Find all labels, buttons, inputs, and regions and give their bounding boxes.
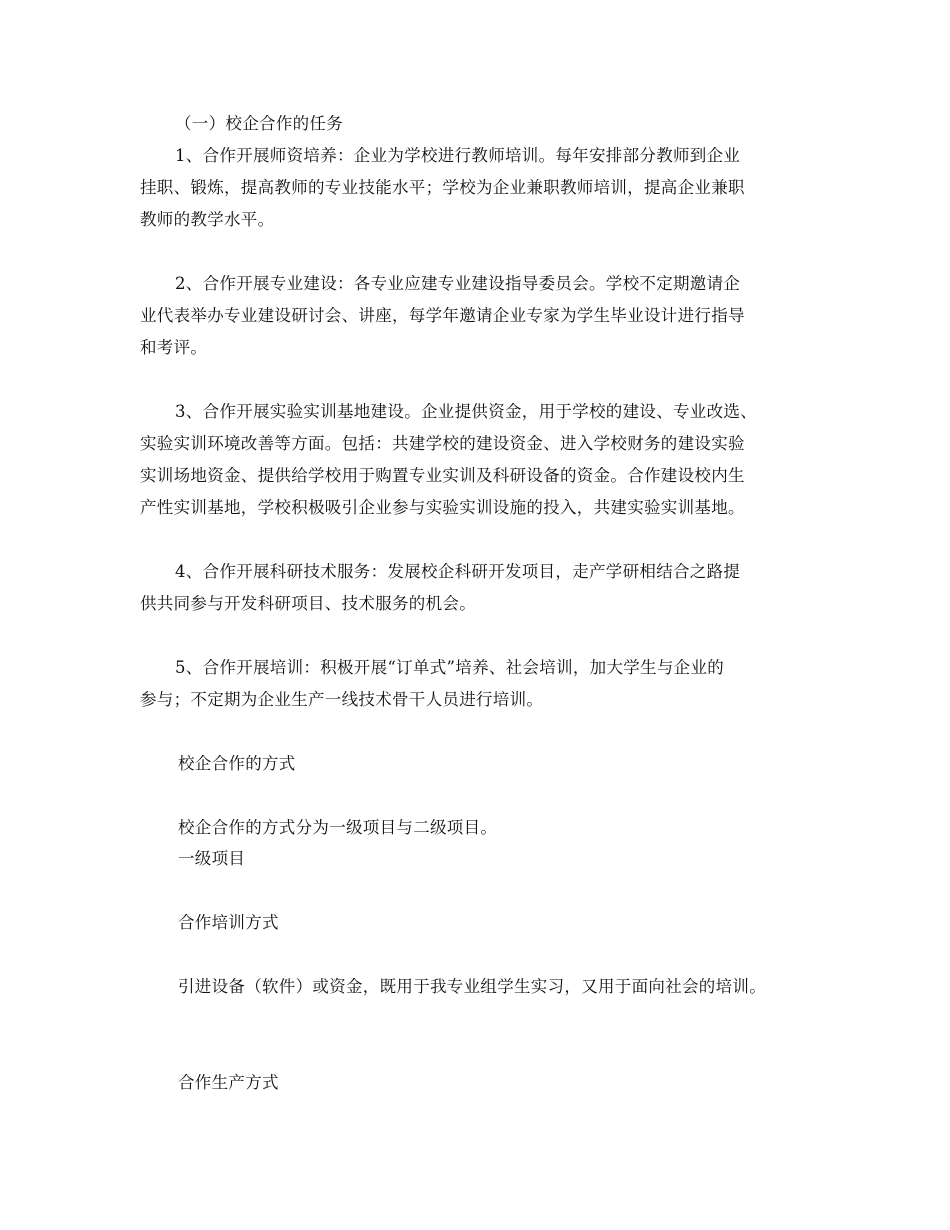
section-title: （一）校企合作的任务: [175, 114, 343, 133]
methods-heading: 校企合作的方式: [178, 754, 296, 773]
training-heading: 合作培训方式: [178, 913, 279, 932]
item-4-line-2: 供共同参与开发科研项目、技术服务的机会。: [140, 594, 476, 613]
item-5-line-2: 参与；不定期为企业生产一线技术骨干人员进行培训。: [140, 690, 544, 709]
training-text: 引进设备（软件）或资金，既用于我专业组学生实习，又用于面向社会的培训。: [178, 977, 766, 996]
item-3-line-4: 产性实训基地，学校积极吸引企业参与实验实训设施的投入，共建实验实训基地。: [140, 498, 745, 517]
item-2-line-2: 业代表举办专业建设研讨会、讲座，每学年邀请企业专家为学生毕业设计进行指导: [140, 306, 745, 325]
item-2-line-3: 和考评。: [140, 338, 208, 357]
production-heading: 合作生产方式: [178, 1073, 279, 1092]
item-3-line-1: 3、合作开展实验实训基地建设。企业提供资金，用于学校的建设、专业改选、: [175, 402, 757, 421]
item-5-line-1: 5、合作开展培训：积极开展“订单式”培养、社会培训，加大学生与企业的: [175, 658, 725, 677]
item-3-line-3: 实训场地资金、提供给学校用于购置专业实训及科研设备的资金。合作建设校内生: [140, 466, 745, 485]
item-3-line-2: 实验实训环境改善等方面。包括：共建学校的建设资金、进入学校财务的建设实验: [140, 434, 745, 453]
item-1-line-1: 1、合作开展师资培养：企业为学校进行教师培训。每年安排部分教师到企业: [175, 146, 741, 165]
item-1-line-2: 挂职、锻炼，提高教师的专业技能水平；学校为企业兼职教师培训，提高企业兼职: [140, 178, 745, 197]
item-1-line-3: 教师的教学水平。: [140, 210, 275, 229]
item-4-line-1: 4、合作开展科研技术服务：发展校企科研开发项目，走产学研相结合之路提: [175, 562, 741, 581]
methods-intro: 校企合作的方式分为一级项目与二级项目。: [178, 818, 498, 837]
item-2-line-1: 2、合作开展专业建设：各专业应建专业建设指导委员会。学校不定期邀请企: [175, 274, 741, 293]
level-one-heading: 一级项目: [178, 849, 246, 868]
